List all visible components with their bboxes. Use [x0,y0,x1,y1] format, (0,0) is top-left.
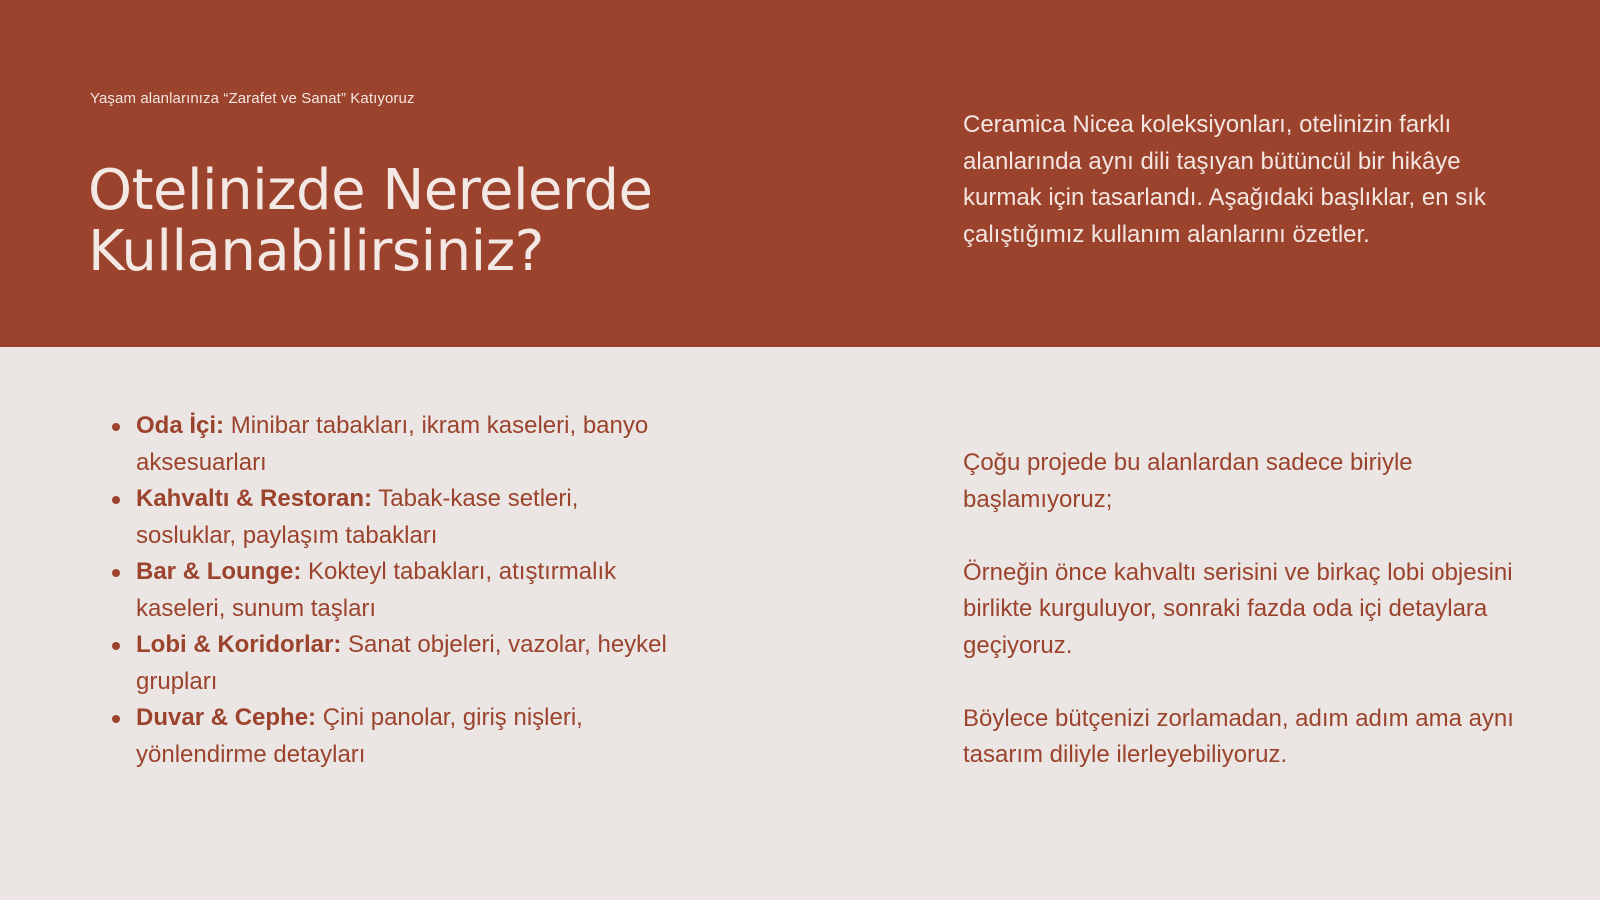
note-paragraph: Böylece bütçenizi zorlamadan, adım adım ama aynı tasarım diliyle ilerleyebiliyoruz. [963,704,1514,768]
list-item [110,627,670,700]
list-item [110,408,670,481]
bullet-icon [112,569,120,577]
bullet-icon [112,496,120,504]
page-title [88,160,808,282]
list-item [110,700,670,773]
page-title-line-1: Otelinizde Nerelerde [88,158,653,223]
notes-column [963,445,1523,810]
list-item-label: Kahvaltı & Restoran: [136,485,373,512]
usage-areas-list [110,408,670,773]
list-item [110,554,670,627]
list-item-text: Minibar tabakları, ikram kaseleri, banyo aksesuarları [136,412,649,476]
list-item-label: Duvar & Cephe: [136,704,317,731]
list-item-label: Lobi & Koridorlar: [136,631,342,658]
list-item-text: Çini panolar, giriş nişleri, yönlendirme detayları [136,704,583,768]
eyebrow-tagline: Yaşam alanlarınıza “Zarafet ve Sanat” Katıyoruz [90,90,415,107]
list-item [110,481,670,554]
list-item-text: Kokteyl tabakları, atıştırmalık kaseleri, sunum taşları [136,558,617,622]
bullet-icon [112,423,120,431]
list-item-label: Bar & Lounge: [136,558,302,585]
note-paragraph: Örneğin önce kahvaltı serisini ve birkaç lobi objesini birlikte kurguluyor, sonraki fazda oda içi detaylara geçiyoruz. [963,558,1513,659]
bullet-icon [112,715,120,723]
intro-paragraph: Ceramica Nicea koleksiyonları, otelinizin farklı alanlarında aynı dili taşıyan bütüncül bir hikâye kurmak için tasarlandı. Aşağıdaki başlıklar, en sık çalıştığımız kullanım alanlarını özetler. [963,111,1486,248]
list-item-text: Sanat objeleri, vazolar, heykel grupları [136,631,667,695]
bullet-icon [112,642,120,650]
list-item-label: Oda İçi: [136,412,225,439]
page-title-line-2: Kullanabilirsiniz? [88,219,544,284]
note-paragraph: Çoğu projede bu alanlardan sadece biriyle başlamıyoruz; [963,449,1413,513]
list-item-text: Tabak-kase setleri, sosluklar, paylaşım tabakları [136,485,579,549]
